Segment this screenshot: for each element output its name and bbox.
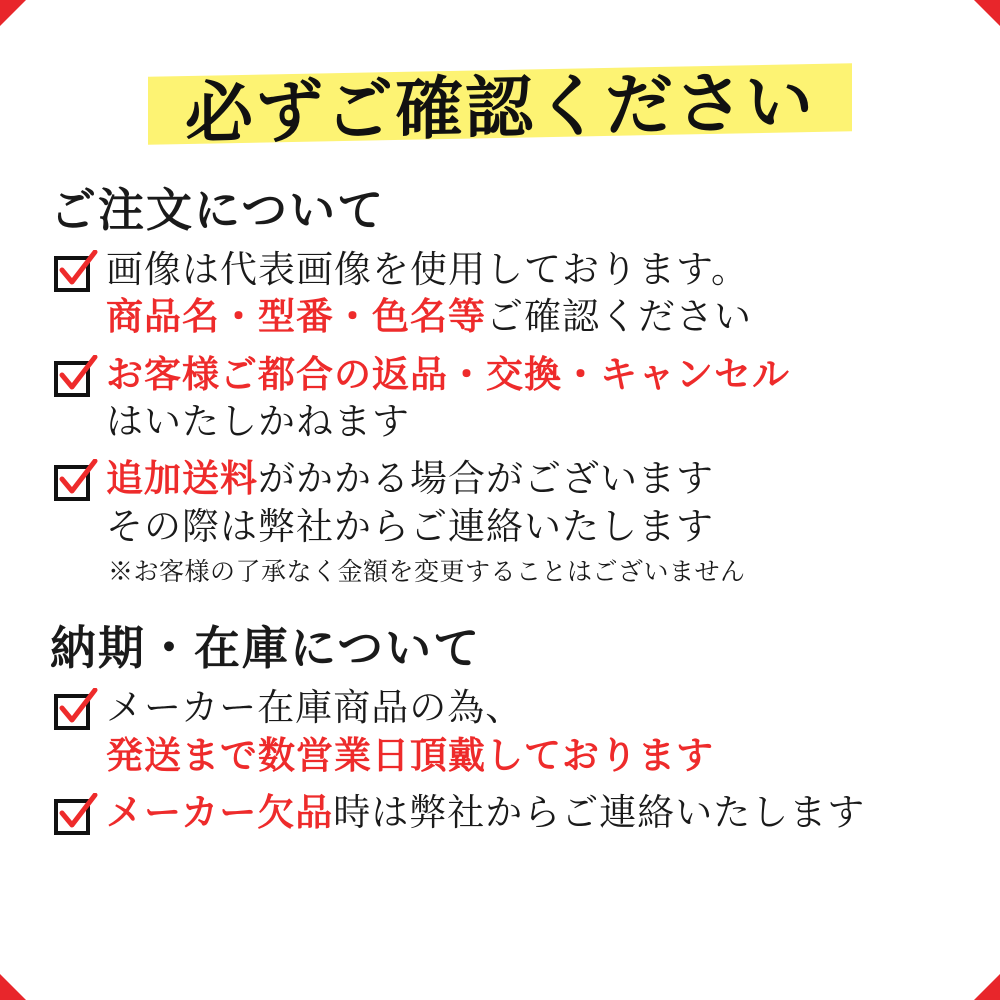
text-line [106,293,956,340]
text-plain: 時は弊社からご連絡いたします [333,790,866,834]
checkbox-checked-icon [52,252,96,296]
list-item-text [106,455,956,588]
section-heading-order: ご注文について [50,183,386,237]
text-plain: がかかる場合がございます [258,457,714,501]
page-title [44,48,956,156]
list-item [52,351,956,446]
text-line: お客様ご都合の返品・交換・キャンセル [106,351,790,396]
text-line: その際は弊社からご連絡いたします [106,504,714,548]
text-plain: ご確認ください [486,295,752,339]
text-line: はいたしかねます [106,400,410,444]
list-item [52,246,956,341]
list-item-text [106,351,956,446]
text-emphasis: メーカー欠品 [106,789,334,834]
text-emphasis: 商品名・型番・色名等 [106,294,486,339]
page-title-text: 必ずご確認ください [184,61,815,154]
list-item [52,684,956,779]
checkbox-checked-icon [52,461,96,505]
text-line: 画像は代表画像を使用しております。 [106,248,750,291]
text-line [106,789,956,836]
checkbox-checked-icon [52,795,96,839]
checkbox-checked-icon [52,690,96,734]
list-item-text [106,684,956,779]
checkbox-checked-icon [52,357,96,401]
text-line [106,455,956,502]
footnote: ※お客様の了承なく金額を変更することはございません [108,557,746,587]
list-item [52,789,956,839]
text-line: 発送まで数営業日頂戴しております [106,732,714,777]
list-item-text [106,789,956,836]
text-emphasis: 追加送料 [106,456,258,501]
text-line: メーカー在庫商品の為、 [106,686,524,730]
list-item [52,455,956,588]
section-heading-delivery: 納期・在庫について [50,621,482,676]
list-item-text [106,246,956,341]
